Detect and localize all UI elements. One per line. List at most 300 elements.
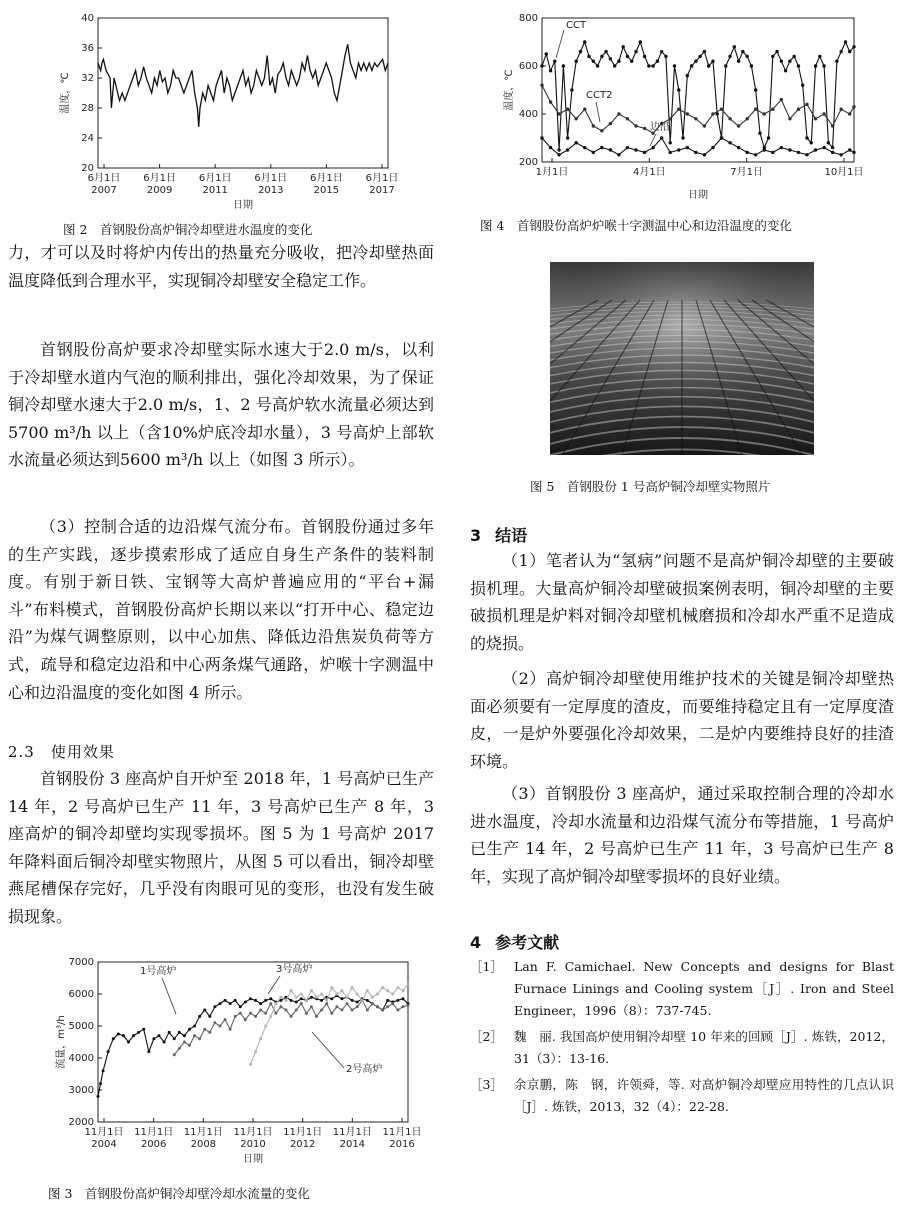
figure-4-chart	[500, 6, 880, 206]
data-point	[579, 50, 582, 53]
data-point	[193, 1034, 196, 1037]
data-point	[711, 60, 714, 63]
data-point	[797, 108, 800, 111]
y-tick-label: 20	[81, 163, 94, 174]
reference-item	[470, 956, 894, 1022]
y-tick-label: 600	[518, 61, 538, 72]
data-point	[741, 50, 744, 53]
data-point	[720, 108, 723, 111]
data-point	[178, 1031, 181, 1034]
data-point	[801, 84, 804, 87]
data-point	[142, 1028, 145, 1031]
data-point	[643, 127, 646, 130]
data-point	[264, 1012, 267, 1015]
data-point	[805, 136, 808, 139]
series-line	[251, 984, 409, 1064]
data-point	[835, 60, 838, 63]
data-point	[249, 1012, 252, 1015]
conclusion-3: （3）首钢股份 3 座高炉，通过采取控制合理的冷却水进水温度，冷却水流量和边沿煤气流分布等措施，1 号高炉已生产 14 年，2 号高炉已生产 11 年，3 号高炉已生产 8 年，实现了高炉铜冷却壁零损坏的良好业绩。	[470, 784, 894, 886]
x-axis-label: 日期	[243, 1154, 263, 1165]
data-point	[763, 148, 766, 151]
data-point	[771, 151, 774, 154]
data-point	[656, 60, 659, 63]
data-point	[366, 1009, 369, 1012]
x-tick-year: 2017	[369, 185, 395, 196]
data-point	[112, 1037, 115, 1040]
y-tick-label: 800	[518, 13, 538, 24]
data-point	[295, 996, 298, 999]
data-point	[831, 124, 834, 127]
x-tick-year: 2004	[91, 1139, 117, 1150]
data-point	[737, 146, 740, 149]
data-point	[290, 999, 293, 1002]
x-axis-label: 日期	[233, 200, 253, 211]
data-point	[310, 996, 313, 999]
data-point	[694, 151, 697, 154]
data-point	[269, 1002, 272, 1005]
data-point	[797, 151, 800, 154]
data-point	[788, 60, 791, 63]
data-point	[300, 997, 303, 1000]
data-point	[391, 993, 394, 996]
data-point	[703, 50, 706, 53]
data-point	[208, 1015, 211, 1018]
y-tick-label: 2000	[68, 1117, 94, 1128]
data-point	[340, 1009, 343, 1012]
data-point	[259, 1009, 262, 1012]
label-leader	[312, 1032, 344, 1068]
data-point	[218, 1002, 221, 1005]
data-point	[224, 999, 227, 1002]
data-point	[97, 1095, 100, 1098]
data-point	[822, 112, 825, 115]
data-point	[99, 1082, 102, 1085]
data-point	[814, 64, 817, 67]
data-point	[609, 148, 612, 151]
data-point	[839, 50, 842, 53]
reference-index: ［1］	[470, 959, 503, 974]
data-point	[596, 64, 599, 67]
data-point	[686, 146, 689, 149]
data-point	[647, 64, 650, 67]
plot-frame	[98, 18, 388, 168]
data-point	[325, 999, 328, 1002]
y-axis-label: 温度，℃	[60, 72, 71, 114]
y-tick-label: 28	[81, 103, 94, 114]
data-point	[330, 997, 333, 1000]
data-point	[639, 40, 642, 43]
conclusion-2: （2）高炉铜冷却壁使用维护技术的关键是铜冷却壁热面必须要有一定厚度的渣皮，而要维持稳定且有一定厚度渣皮，一是炉外要强化冷却效果，二是炉内要维持良好的挂渣环境。	[470, 669, 894, 771]
data-point	[163, 1041, 166, 1044]
data-point	[763, 112, 766, 115]
data-point	[264, 999, 267, 1002]
y-tick-label: 400	[518, 109, 538, 120]
data-point	[745, 117, 748, 120]
left-column	[8, 0, 438, 1206]
data-point	[728, 55, 731, 58]
x-tick-year: 2008	[190, 1139, 217, 1150]
data-point	[274, 1002, 277, 1005]
data-point	[290, 1015, 293, 1018]
x-tick-year: 2007	[91, 185, 117, 196]
data-point	[545, 52, 548, 55]
x-tick-label: 11月1日	[134, 1127, 174, 1138]
data-point	[198, 1037, 201, 1040]
data-point	[224, 1018, 227, 1021]
data-point	[310, 989, 313, 992]
data-point	[356, 1001, 359, 1004]
data-point	[234, 1015, 237, 1018]
data-point	[664, 55, 667, 58]
data-point	[570, 88, 573, 91]
data-point	[566, 108, 569, 111]
data-point	[613, 64, 616, 67]
y-axis-label: 温度，℃	[504, 69, 515, 111]
data-point	[745, 55, 748, 58]
data-point	[407, 983, 410, 986]
data-point	[758, 132, 761, 135]
data-point	[335, 993, 338, 996]
data-point	[574, 117, 577, 120]
section-3-number: 3	[470, 526, 482, 545]
data-point	[643, 151, 646, 154]
data-point	[295, 1009, 298, 1012]
data-point	[122, 1034, 125, 1037]
data-point	[147, 1050, 150, 1053]
data-point	[750, 64, 753, 67]
data-point	[315, 996, 318, 999]
data-point	[229, 1002, 232, 1005]
data-point	[669, 151, 672, 154]
data-point	[771, 108, 774, 111]
data-point	[737, 124, 740, 127]
data-point	[249, 1063, 252, 1066]
data-point	[549, 100, 552, 103]
data-point	[707, 64, 710, 67]
data-point	[677, 108, 680, 111]
data-point	[617, 112, 620, 115]
data-point	[203, 1028, 206, 1031]
data-point	[386, 989, 389, 992]
data-point	[290, 989, 293, 992]
data-point	[574, 141, 577, 144]
x-tick-label: 4月1日	[632, 167, 666, 178]
data-point	[780, 60, 783, 63]
data-point	[686, 112, 689, 115]
section-3-heading	[470, 523, 527, 546]
data-point	[330, 1012, 333, 1015]
data-point	[401, 997, 404, 1000]
y-tick-label: 32	[81, 73, 94, 84]
data-point	[557, 153, 560, 156]
data-point	[386, 999, 389, 1002]
data-point	[346, 996, 349, 999]
data-point	[626, 55, 629, 58]
data-point	[315, 1015, 318, 1018]
data-point	[630, 60, 633, 63]
x-tick-label: 10月1日	[824, 167, 864, 178]
data-point	[805, 153, 808, 156]
x-tick-label: 11月1日	[84, 1127, 124, 1138]
data-point	[249, 997, 252, 1000]
data-point	[818, 55, 821, 58]
data-point	[852, 45, 855, 48]
series-line	[98, 996, 408, 1097]
data-point	[320, 999, 323, 1002]
data-point	[634, 148, 637, 151]
data-point	[366, 989, 369, 992]
reference-index: ［3］	[470, 1077, 503, 1092]
data-point	[381, 986, 384, 989]
label-leader	[596, 102, 600, 122]
data-point	[244, 1018, 247, 1021]
x-tick-label: 1月1日	[535, 167, 569, 178]
data-point	[827, 141, 830, 144]
data-point	[720, 136, 723, 139]
data-point	[775, 50, 778, 53]
data-point	[839, 108, 842, 111]
data-point	[183, 1041, 186, 1044]
series-label: 边沿	[650, 122, 670, 133]
data-point	[376, 993, 379, 996]
data-point	[703, 153, 706, 156]
series-line	[542, 138, 854, 155]
data-point	[634, 124, 637, 127]
reference-index: ［2］	[470, 1029, 503, 1044]
data-point	[396, 999, 399, 1002]
data-point	[728, 117, 731, 120]
data-point	[371, 996, 374, 999]
data-point	[361, 999, 364, 1002]
y-tick-label: 7000	[68, 957, 94, 968]
section-4-title: 参考文献	[495, 933, 560, 952]
x-tick-label: 6月1日	[143, 173, 176, 184]
data-point	[320, 1009, 323, 1012]
section-3-title: 结语	[495, 526, 528, 545]
data-point	[340, 997, 343, 1000]
data-point	[651, 146, 654, 149]
data-point	[724, 64, 727, 67]
reference-item	[470, 1074, 894, 1118]
data-point	[229, 1028, 232, 1031]
data-point	[844, 40, 847, 43]
x-tick-year: 2010	[240, 1139, 266, 1150]
x-tick-label: 6月1日	[365, 173, 399, 184]
y-tick-label: 4000	[68, 1053, 94, 1064]
x-tick-year: 2016	[389, 1139, 415, 1150]
data-point	[660, 136, 663, 139]
data-point	[673, 64, 676, 67]
data-point	[822, 146, 825, 149]
data-point	[822, 64, 825, 67]
x-tick-year: 2015	[313, 185, 340, 196]
data-point	[351, 1009, 354, 1012]
data-point	[157, 1034, 160, 1037]
data-point	[797, 64, 800, 67]
data-point	[574, 60, 577, 63]
paragraph-continuation: 力，才可以及时将炉内传出的热量充分吸收，把冷却壁热面温度降低到合理水平，实现铜冷却壁安全稳定工作。	[8, 243, 434, 290]
data-point	[711, 112, 714, 115]
data-point	[805, 103, 808, 106]
data-point	[310, 1005, 313, 1008]
data-point	[188, 1044, 191, 1047]
data-point	[780, 146, 783, 149]
data-point	[592, 151, 595, 154]
data-point	[780, 98, 783, 101]
data-point	[396, 986, 399, 989]
figure-3-chart	[50, 952, 425, 1177]
data-point	[305, 999, 308, 1002]
data-point	[814, 148, 817, 151]
data-point	[137, 1031, 140, 1034]
data-point	[600, 129, 603, 132]
data-point	[203, 1009, 206, 1012]
data-point	[592, 124, 595, 127]
reference-item	[470, 1026, 894, 1070]
data-point	[173, 1053, 176, 1056]
data-point	[264, 1025, 267, 1028]
data-point	[356, 993, 359, 996]
label-leader	[268, 976, 280, 994]
data-point	[549, 69, 552, 72]
data-point	[767, 136, 770, 139]
data-point	[583, 40, 586, 43]
label-leader	[162, 978, 176, 1014]
data-point	[259, 1037, 262, 1040]
x-tick-label: 11月1日	[233, 1127, 273, 1138]
data-point	[848, 148, 851, 151]
y-tick-label: 40	[81, 13, 94, 24]
y-tick-label: 36	[81, 43, 94, 54]
conclusion-1: （1）笔者认为“氢病”问题不是高炉铜冷却壁的主要破损机理。大量高炉铜冷却壁破损案例表明，铜冷却壁的主要破损机理是炉料对铜冷却壁机械磨损和冷却水严重不足造成的烧损。	[470, 551, 894, 653]
x-tick-label: 11月1日	[283, 1127, 323, 1138]
data-point	[351, 986, 354, 989]
data-point	[733, 45, 736, 48]
data-point	[669, 141, 672, 144]
data-point	[703, 124, 706, 127]
data-point	[660, 50, 663, 53]
x-tick-label: 6月1日	[310, 173, 343, 184]
data-point	[831, 151, 834, 154]
data-point	[198, 1015, 201, 1018]
data-point	[391, 1002, 394, 1005]
data-point	[583, 146, 586, 149]
data-point	[604, 50, 607, 53]
data-point	[848, 112, 851, 115]
series-label: 1号高炉	[140, 966, 177, 977]
data-point	[132, 1034, 135, 1037]
data-point	[269, 1015, 272, 1018]
data-point	[193, 1025, 196, 1028]
data-point	[711, 146, 714, 149]
reference-text: 余京鹏，陈 钢，许领舜，等. 对高炉铜冷却壁应用特性的几点认识［J］. 炼铁，2013，32（4）：22-28.	[514, 1077, 894, 1114]
data-point	[300, 993, 303, 996]
x-tick-label: 6月1日	[254, 173, 288, 184]
data-point	[626, 117, 629, 120]
paragraph-water-speed: 首钢股份高炉要求冷却壁实际水速大于2.0 m/s，以利于冷却壁水道内气泡的顺利排出，强化冷却效果，为了保证铜冷却壁水速大于2.0 m/s，1、2 号高炉软水流量必须达到5700 m³/h 以上（含10%炉底冷却水量），3 号高炉上部软水流量必须达到5600 m³/h 以上（如图 3 所示）。	[8, 340, 434, 470]
data-point	[694, 60, 697, 63]
data-point	[102, 1069, 105, 1072]
right-column	[470, 0, 895, 1206]
data-point	[553, 60, 556, 63]
data-point	[107, 1050, 110, 1053]
x-axis-label: 日期	[688, 190, 708, 201]
data-point	[745, 151, 748, 154]
data-point	[788, 117, 791, 120]
data-point	[562, 64, 565, 67]
x-tick-year: 2006	[140, 1139, 167, 1150]
data-point	[839, 153, 842, 156]
figure-4-svg	[500, 6, 880, 206]
data-point	[330, 986, 333, 989]
data-point	[285, 999, 288, 1002]
data-point	[279, 1005, 282, 1008]
data-point	[540, 84, 543, 87]
data-point	[754, 108, 757, 111]
x-tick-label: 6月1日	[87, 173, 121, 184]
data-point	[401, 1005, 404, 1008]
data-point	[549, 146, 552, 149]
data-point	[643, 55, 646, 58]
figure-2-chart	[50, 6, 410, 214]
x-tick-year: 2013	[258, 185, 284, 196]
data-point	[346, 1002, 349, 1005]
data-point	[557, 112, 560, 115]
data-point	[771, 55, 774, 58]
data-point	[117, 1033, 120, 1036]
x-tick-label: 6月1日	[198, 173, 232, 184]
data-point	[376, 1005, 379, 1008]
data-point	[208, 1031, 211, 1034]
data-point	[609, 57, 612, 60]
figure-3-caption: 图 3 首钢股份高炉铜冷却壁冷却水流量的变化	[48, 1186, 310, 1201]
figure-4-caption: 图 4 首钢股份高炉炉喉十字测温中心和边沿温度的变化	[480, 218, 792, 233]
y-tick-label: 24	[81, 133, 94, 144]
cooling-stave-photo-image	[550, 262, 814, 455]
data-point	[754, 153, 757, 156]
data-point	[737, 60, 740, 63]
y-tick-label: 200	[518, 157, 538, 168]
data-point	[784, 69, 787, 72]
y-axis-label: 流量，m³/h	[56, 1015, 67, 1069]
data-point	[600, 55, 603, 58]
data-point	[254, 1050, 257, 1053]
data-point	[566, 148, 569, 151]
x-tick-year: 2011	[202, 185, 228, 196]
data-point	[366, 999, 369, 1002]
data-point	[254, 999, 257, 1002]
data-point	[622, 45, 625, 48]
data-point	[852, 151, 855, 154]
data-point	[609, 122, 612, 125]
data-point	[244, 1001, 247, 1004]
data-point	[651, 64, 654, 67]
data-point	[566, 136, 569, 139]
data-point	[600, 146, 603, 149]
data-point	[617, 153, 620, 156]
data-point	[617, 60, 620, 63]
data-point	[335, 1005, 338, 1008]
data-point	[218, 1025, 221, 1028]
x-tick-year: 2009	[146, 185, 173, 196]
data-point	[788, 148, 791, 151]
data-point	[305, 1012, 308, 1015]
data-point	[285, 1009, 288, 1012]
data-point	[583, 108, 586, 111]
data-point	[259, 1002, 262, 1005]
data-point	[269, 997, 272, 1000]
x-tick-label: 11月1日	[382, 1127, 422, 1138]
